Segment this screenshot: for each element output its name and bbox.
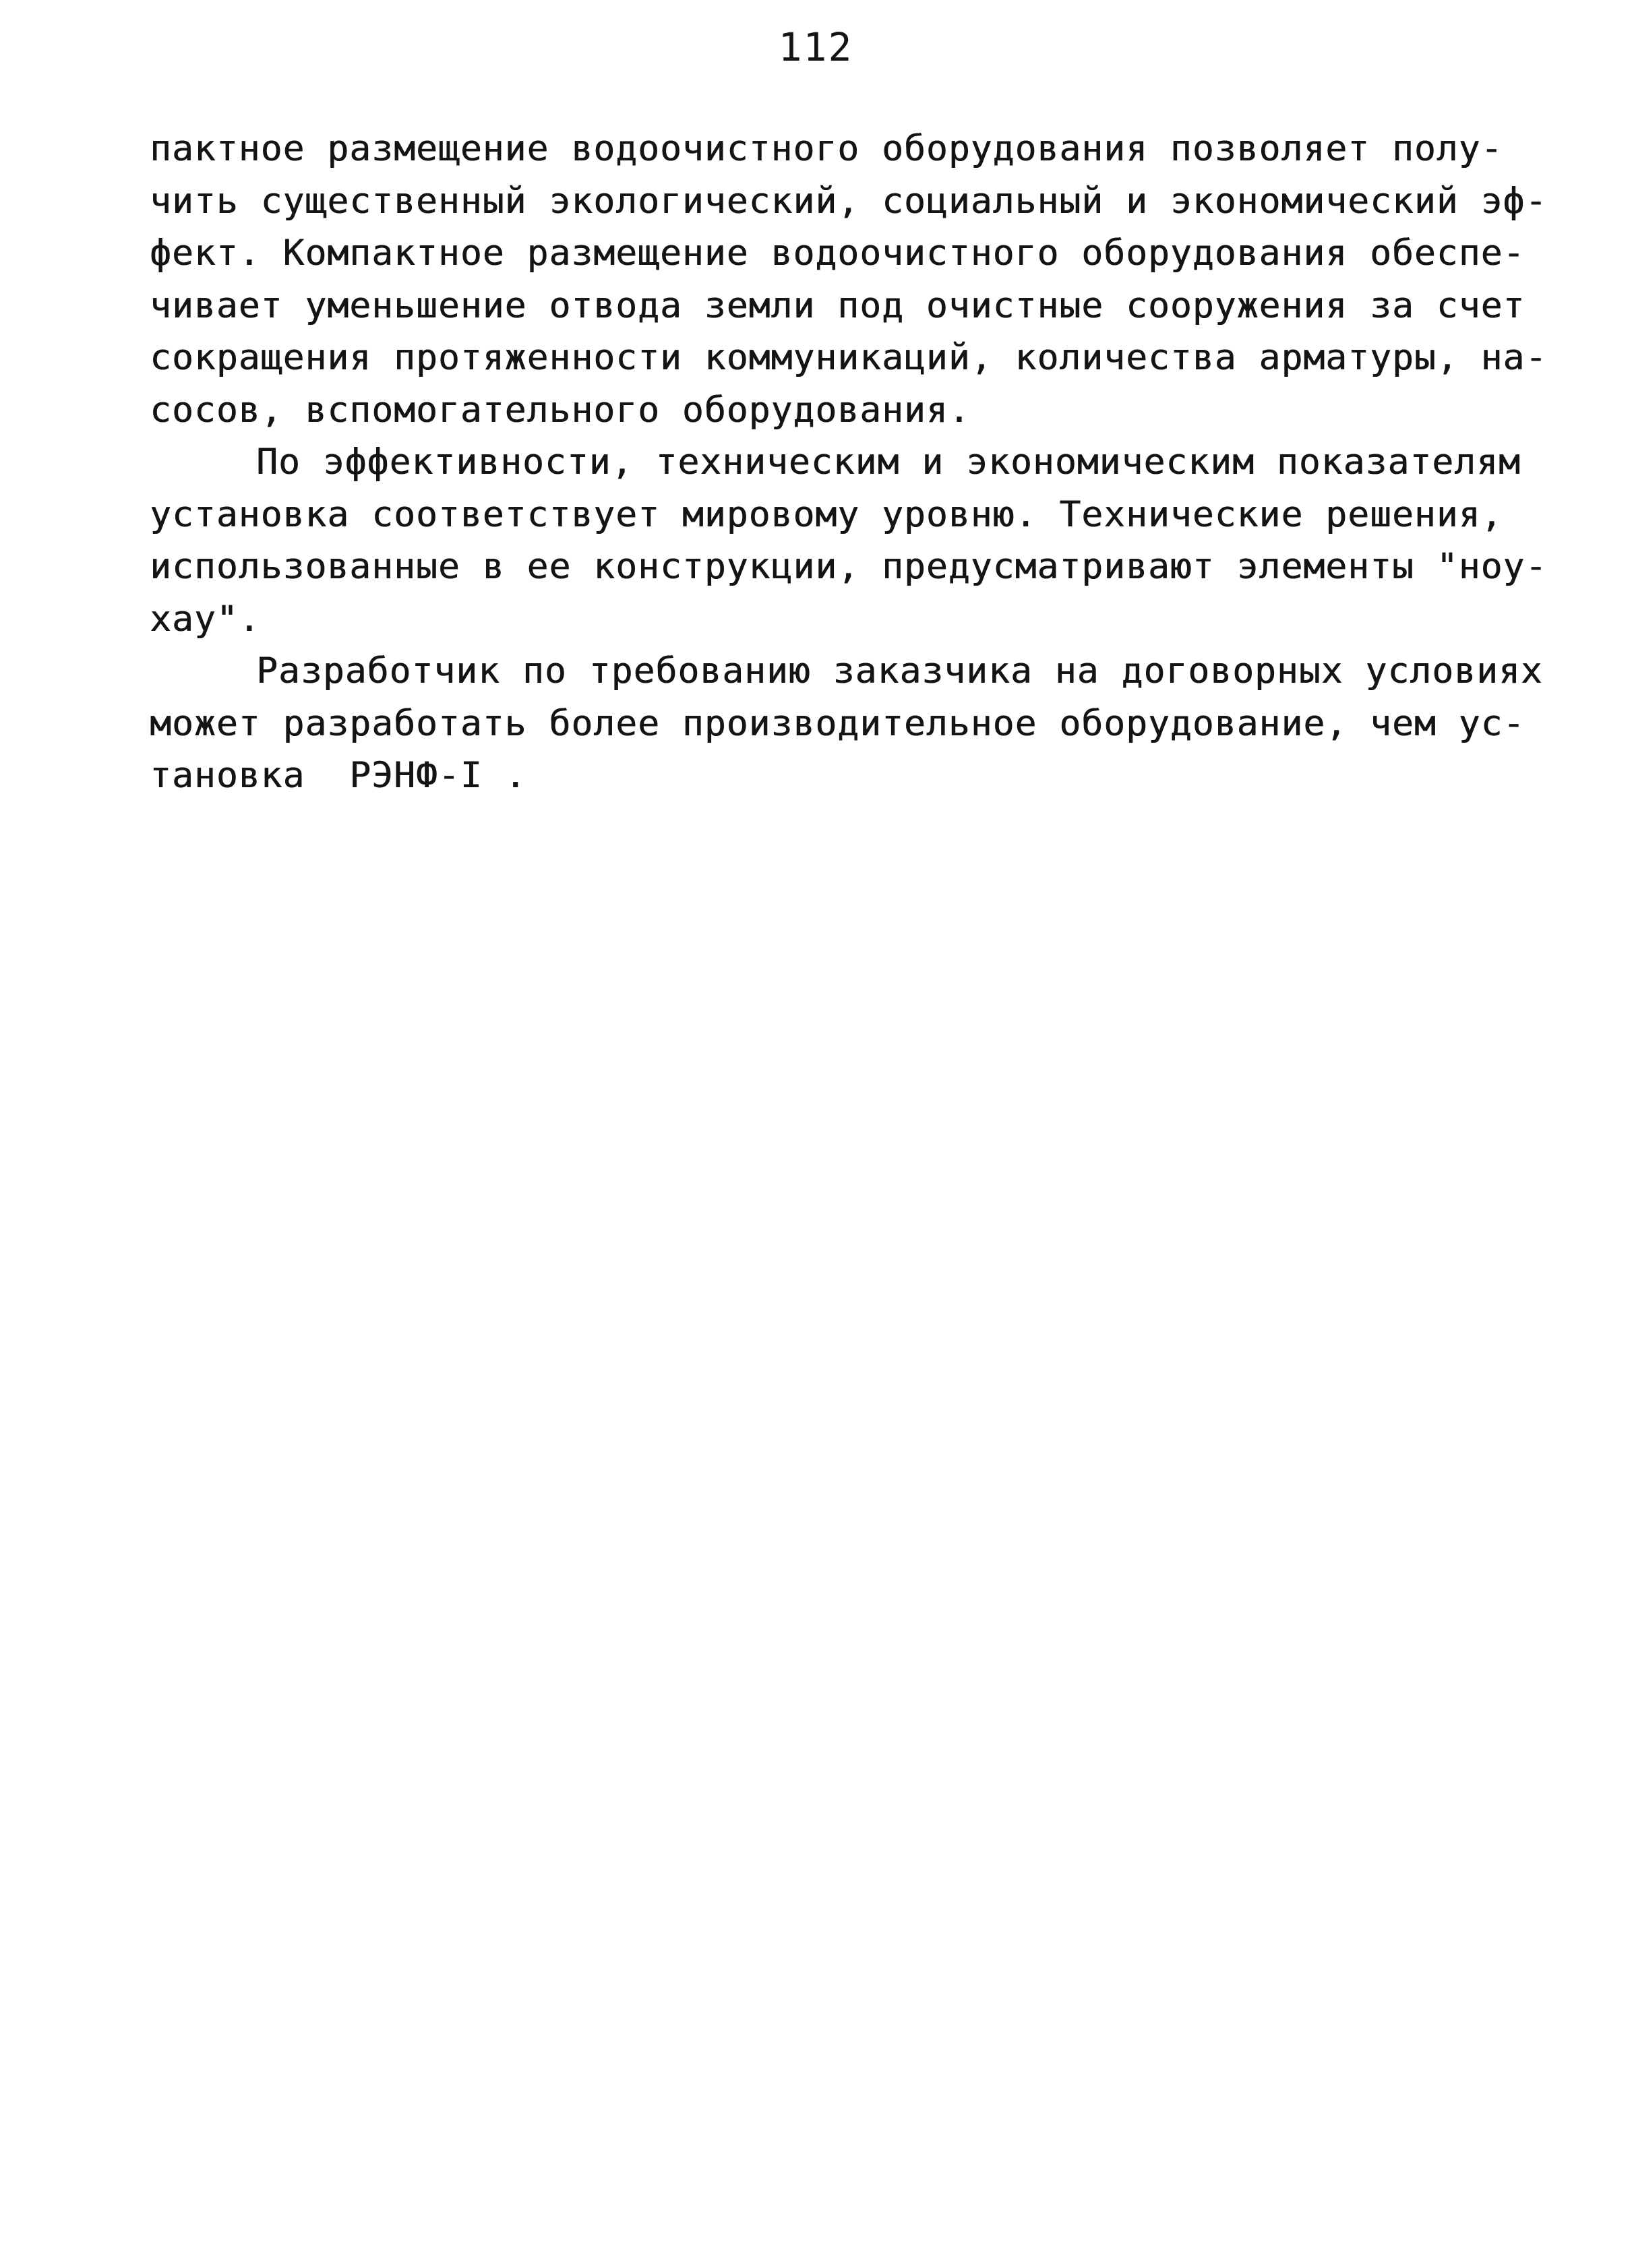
- text-line: может разработать более производительное оборудование, чем ус-: [150, 702, 1525, 744]
- paragraph-3: [150, 645, 1543, 802]
- text-line: фект. Компактное размещение водоочистного оборудования обеспе-: [150, 233, 1525, 274]
- text-line: сокращения протяженности коммуникаций, количества арматуры, на-: [150, 337, 1548, 378]
- text-line: установка соответствует мировому уровню. Технические решения,: [150, 493, 1503, 535]
- text-line: чить существенный экологический, социальный и экономический эф-: [150, 180, 1548, 222]
- text-line: тановка РЭНФ-I .: [150, 755, 527, 796]
- paragraph-2: [150, 436, 1548, 645]
- text-line: По эффективности, техническим и экономическим показателям: [256, 441, 1521, 483]
- body-text: [150, 123, 1548, 802]
- paragraph-1: [150, 123, 1548, 436]
- text-line: хау".: [150, 598, 261, 640]
- text-line: чивает уменьшение отвода земли под очистные сооружения за счет: [150, 284, 1525, 326]
- text-line: сосов, вспомогательного оборудования.: [150, 389, 971, 431]
- text-line: использованные в ее конструкции, предусматривают элементы "ноу-: [150, 546, 1548, 587]
- page-number: 112: [778, 24, 853, 62]
- text-line: Разработчик по требованию заказчика на договорных условиях: [256, 650, 1543, 692]
- text-line: пактное размещение водоочистного оборудования позволяет полу-: [150, 128, 1503, 169]
